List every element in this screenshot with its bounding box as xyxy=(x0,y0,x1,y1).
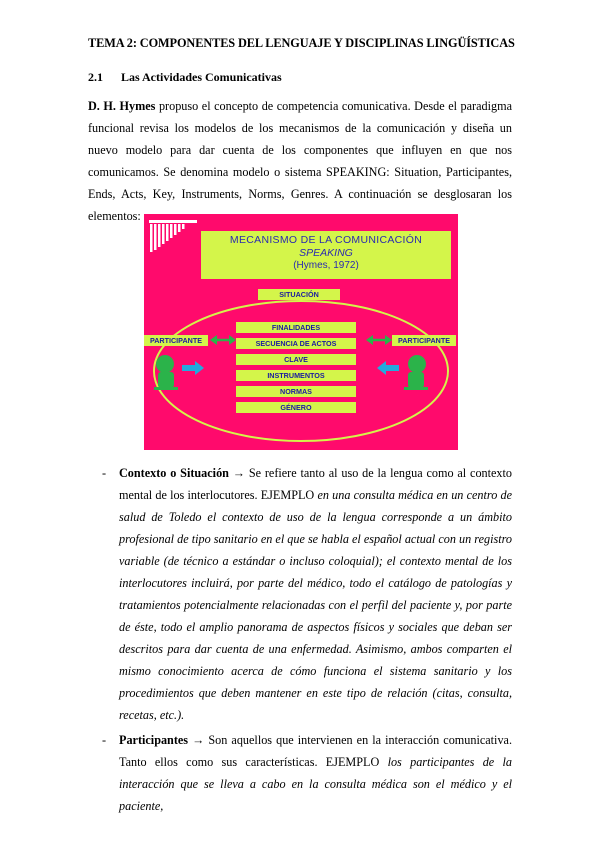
section-number: 2.1 xyxy=(88,70,103,84)
speaking-diagram xyxy=(144,214,458,450)
speech-arrow-left-icon xyxy=(182,361,204,375)
component-clave: CLAVE xyxy=(236,354,356,365)
diagram-title-box xyxy=(201,231,451,279)
intro-text: propuso el concepto de competencia comunicativa. Desde el paradigma funcional revisa los modelos de los mecanismos de la comunicación y diseña un nuevo modelo para dar cuenta de los componentes que influyen en que nos comunicamos. Se denomina modelo o sistema SPEAKING: Situation, Participantes, Ends, Acts, Key, Instruments, Norms, Genres. A continuación se desglosaran los elementos: xyxy=(88,99,512,223)
arrow-right-icon xyxy=(366,332,392,348)
diagram-title: MECANISMO DE LA COMUNICACIÓN xyxy=(229,234,423,246)
bullet-dash: - xyxy=(102,466,107,480)
arrow-left-icon xyxy=(210,332,236,348)
arrow-glyph: → xyxy=(228,466,249,480)
bullet-dash: - xyxy=(102,733,107,747)
participante-right-label: PARTICIPANTE xyxy=(392,335,456,346)
section-title: Las Actividades Comunicativas xyxy=(121,70,282,84)
term-contexto: Contexto o Situación xyxy=(119,466,229,480)
term-participantes: Participantes xyxy=(119,733,189,747)
decorative-stripes xyxy=(149,220,197,260)
intro-paragraph xyxy=(88,95,512,227)
component-normas: NORMAS xyxy=(236,386,356,397)
diagram-subtitle: SPEAKING xyxy=(299,247,353,259)
arrow-glyph: → xyxy=(188,733,209,747)
situacion-label: SITUACIÓN xyxy=(258,289,340,300)
component-genero: GÉNERO xyxy=(236,402,356,413)
list-item-participantes xyxy=(88,729,512,817)
intro-author: D. H. Hymes xyxy=(88,99,156,113)
participante-left-label: PARTICIPANTE xyxy=(144,335,208,346)
component-instrumentos: INSTRUMENTOS xyxy=(236,370,356,381)
participant-right-figure-icon xyxy=(398,354,428,390)
components-list xyxy=(88,462,512,820)
section-heading xyxy=(88,70,282,85)
component-finalidades: FINALIDADES xyxy=(236,322,356,333)
list-item-contexto xyxy=(88,462,512,726)
diagram-citation: (Hymes, 1972) xyxy=(293,260,359,271)
definition-text: Son aquellos que intervienen en la interacción comunicativa. Tanto ellos como sus características. EJEMPLO xyxy=(119,733,512,769)
definition-text: Se refiere tanto al uso de la lengua como al contexto mental de los interlocutores. EJEMPLO xyxy=(119,466,512,502)
page-heading: TEMA 2: COMPONENTES DEL LENGUAJE Y DISCIPLINAS LINGÜÍSTICAS xyxy=(88,36,515,50)
participant-left-figure-icon xyxy=(154,354,184,390)
example-text: en una consulta médica en un centro de salud de Toledo el contexto de uso de la lengua corresponde a un ámbito profesional de tipo sanitario en el que se habla el español actual con un registro variable (de técnico a estándar o incluso coloquial); el contexto mental de los interlocutores incluirá, por parte del médico, todo el catálogo de patologías y tratamientos potencialmente relacionadas con el perfil del paciente y, por parte de éste, todo el amplio panorama de aspectos físicos y sociales que deban ser descritos para dar cuenta de una enfermedad. Asimismo, ambos comparten el mismo conocimiento acerca de cómo funciona el sistema sanitario y los procedimientos que deben mantener en este tipo de relación (citas, consulta, recetas, etc.). xyxy=(119,488,512,722)
component-secuencia-de-actos: SECUENCIA DE ACTOS xyxy=(236,338,356,349)
example-text: los participantes de la interacción que se lleva a cabo en la consulta médica son el médico y el paciente, xyxy=(119,755,512,813)
speech-arrow-right-icon xyxy=(377,361,399,375)
